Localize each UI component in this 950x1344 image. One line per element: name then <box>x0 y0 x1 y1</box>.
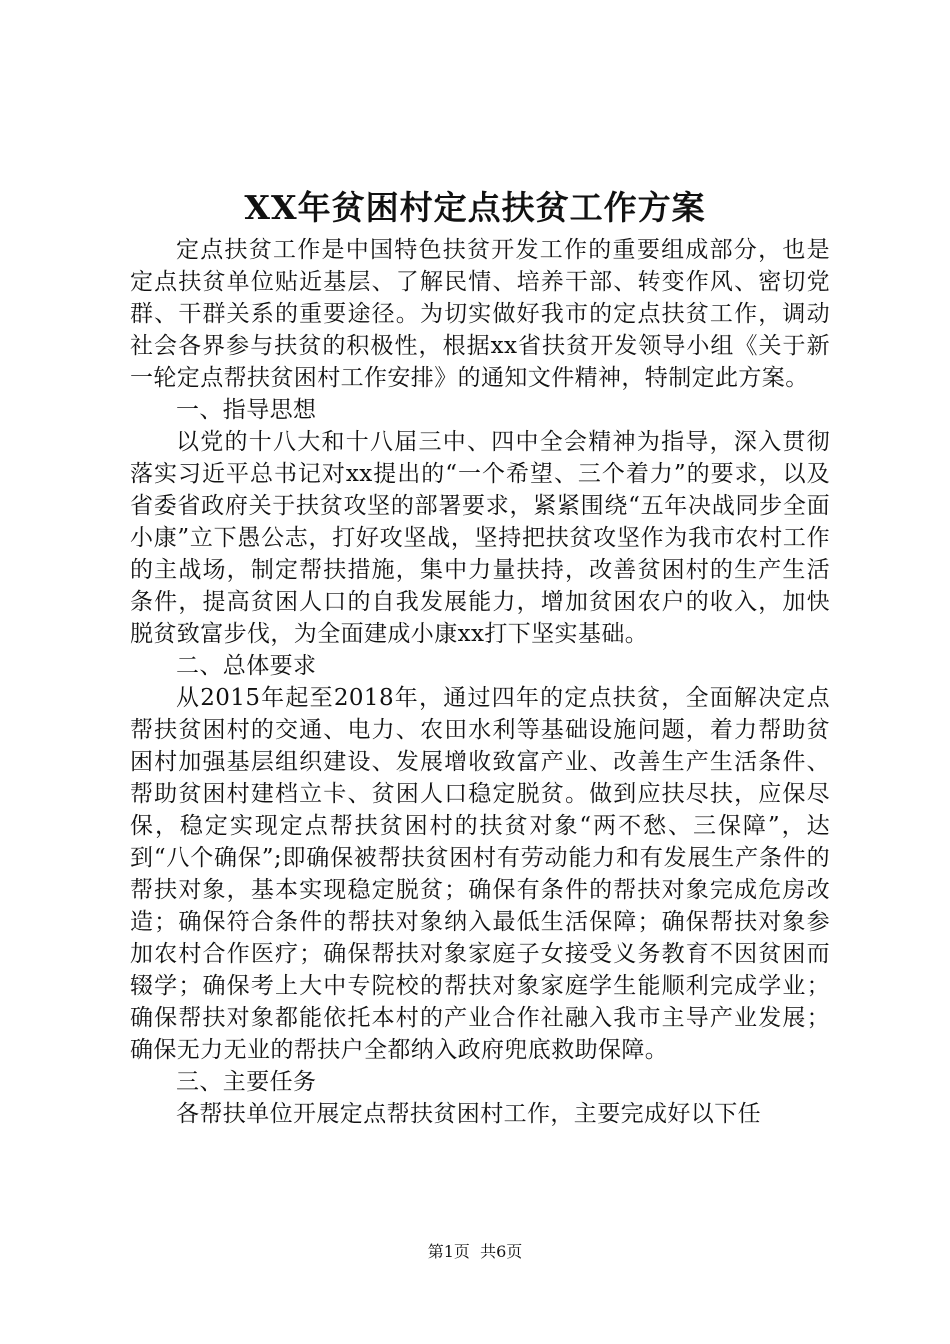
document-title: XX年贫困村定点扶贫工作方案 <box>244 188 706 227</box>
document-body <box>130 234 830 1130</box>
section-heading-main-tasks: 三、主要任务 <box>176 1069 317 1095</box>
section-heading-guiding-ideology: 一、指导思想 <box>176 397 317 423</box>
main-tasks-paragraph: 各帮扶单位开展定点帮扶贫困村工作，主要完成好以下任 <box>176 1101 761 1127</box>
intro-paragraph: 定点扶贫工作是中国特色扶贫开发工作的重要组成部分，也是定点扶贫单位贴近基层、了解民情、培养干部、转变作风、密切党群、干群关系的重要途径。为切实做好我市的定点扶贫工作，调动社会各界参与扶贫的积极性，根据xx省扶贫开发领导小组《关于新一轮定点帮扶贫困村工作安排》的通知文件精神，特制定此方案。 <box>130 237 830 391</box>
overall-requirements-paragraph: 从2015年起至2018年，通过四年的定点扶贫，全面解决定点帮扶贫困村的交通、电力、农田水利等基础设施问题，着力帮助贫困村加强基层组织建设、发展增收致富产业、改善生产生活条件、帮助贫困村建档立卡、贫困人口稳定脱贫。做到应扶尽扶，应保尽保，稳定实现定点帮扶贫困村的扶贫对象“两不愁、三保障”，达到“八个确保”;即确保被帮扶贫困村有劳动能力和有发展生产条件的帮扶对象，基本实现稳定脱贫；确保有条件的帮扶对象完成危房改造；确保符合条件的帮扶对象纳入最低生活保障；确保帮扶对象参加农村合作医疗；确保帮扶对象家庭子女接受义务教育不因贫困而辍学；确保考上大中专院校的帮扶对象家庭学生能顺利完成学业；确保帮扶对象都能依托本村的产业合作社融入我市主导产业发展；确保无力无业的帮扶户全都纳入政府兜底救助保障。 <box>130 685 830 1063</box>
guiding-ideology-paragraph: 以党的十八大和十八届三中、四中全会精神为指导，深入贯彻落实习近平总书记对xx提出的“一个希望、三个着力”的要求，以及省委省政府关于扶贫攻坚的部署要求，紧紧围绕“五年决战同步全面小康”立下愚公志，打好攻坚战，坚持把扶贫攻坚作为我市农村工作的主战场，制定帮扶措施，集中力量扶持，改善贫困村的生产生活条件，提高贫困人口的自我发展能力，增加贫困农户的收入，加快脱贫致富步伐，为全面建成小康xx打下坚实基础。 <box>130 429 830 647</box>
page-footer: 第1页 共6页 <box>427 1242 523 1261</box>
section-heading-overall-requirements: 二、总体要求 <box>176 653 317 679</box>
